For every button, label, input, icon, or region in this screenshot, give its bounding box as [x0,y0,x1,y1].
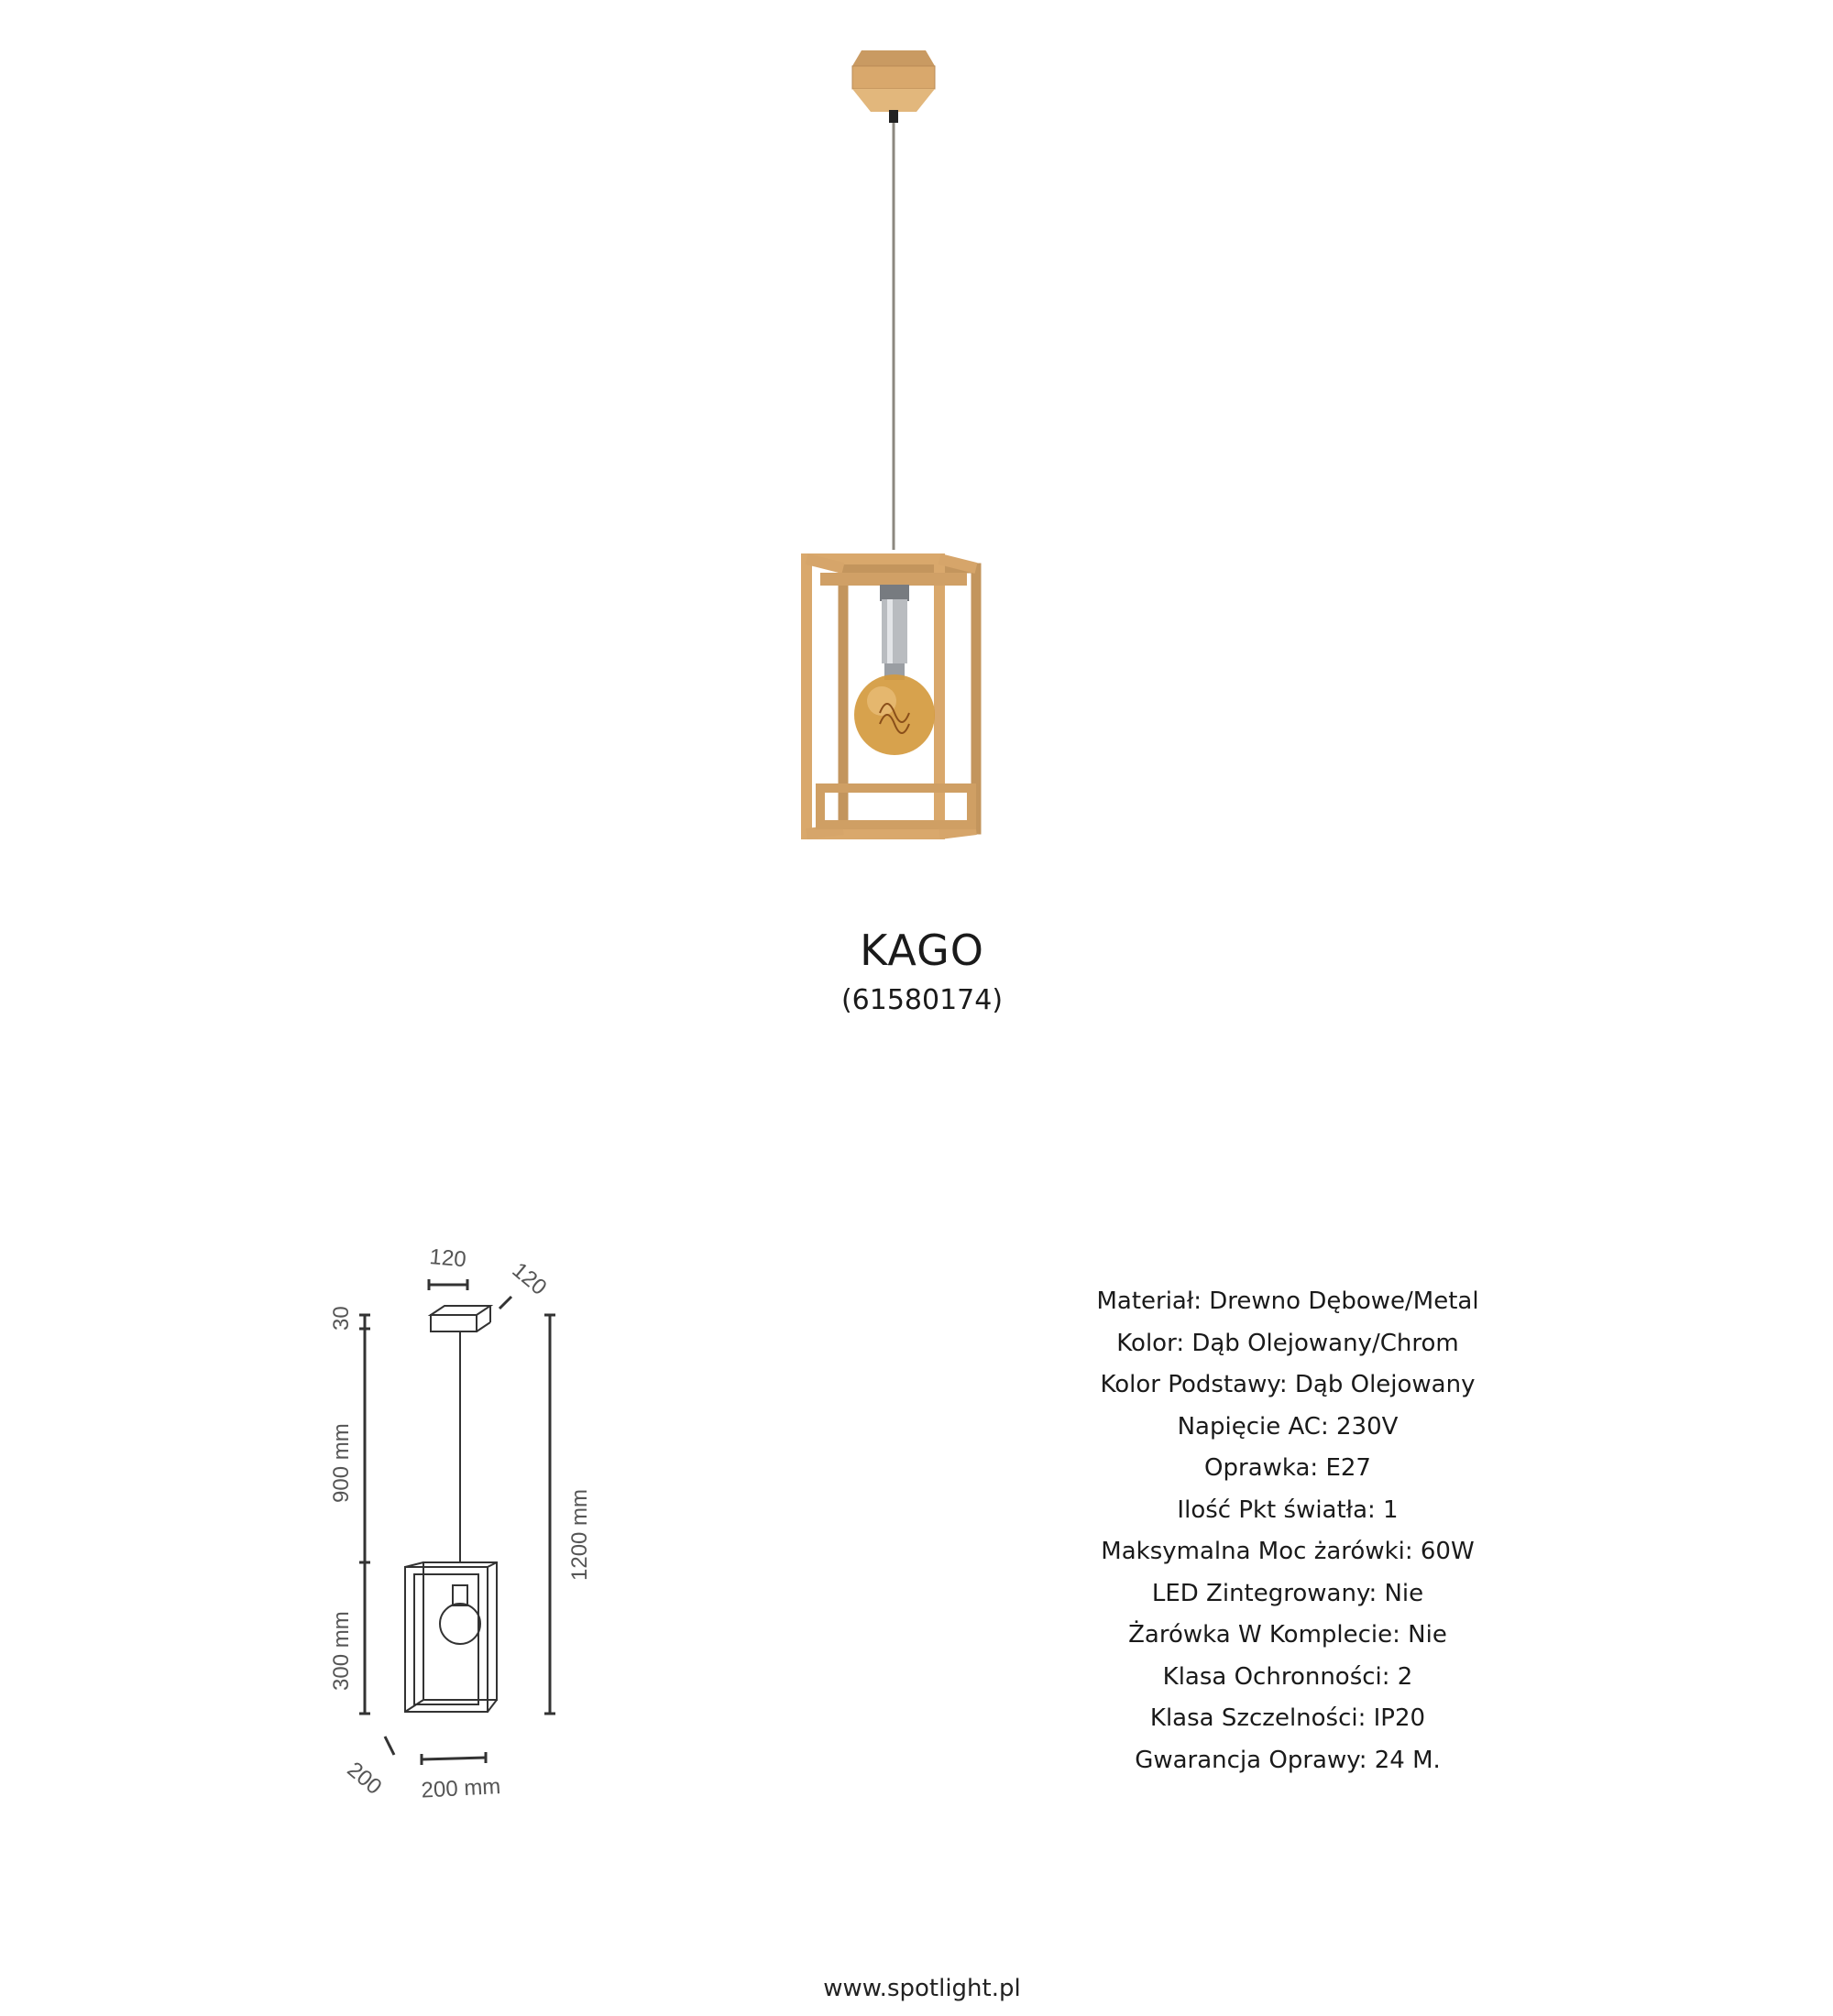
spec-warranty: Gwarancja Oprawy: 24 M. [1135,1746,1441,1774]
dim-total-height: 1200 mm [567,1488,592,1581]
dimension-drawing [321,1228,623,1805]
spec-max-power: Maksymalna Moc żarówki: 60W [1101,1538,1475,1565]
light-bulb [854,674,935,755]
spec-base-color: Kolor Podstawy: Dąb Olejowany [1100,1371,1476,1398]
dim-canopy-height: 30 [329,1306,354,1331]
spec-socket: Oprawka: E27 [1204,1454,1371,1482]
spec-bulb-included: Żarówka W Komplecie: Nie [1128,1621,1447,1649]
dim-shade-depth: 200 [342,1757,387,1800]
product-code: (61580174) [840,984,1004,1016]
spec-material: Materiał: Drewno Dębowe/Metal [1096,1287,1479,1315]
dim-shade-width: 200 mm [420,1774,501,1803]
spec-protection-class: Klasa Ochronności: 2 [1162,1662,1413,1691]
spec-light-points: Ilość Pkt światła: 1 [1177,1496,1399,1524]
footer-url[interactable]: www.spotlight.pl [823,1975,1021,2002]
spec-ip-rating: Klasa Szczelności: IP20 [1149,1704,1426,1732]
product-title-block [0,926,1833,1016]
product-photo [752,46,1026,871]
spec-voltage: Napięcie AC: 230V [1177,1412,1399,1441]
dim-shade-height: 300 mm [329,1611,354,1691]
spec-led-integrated: LED Zintegrowany: Nie [1151,1579,1424,1607]
spec-color: Kolor: Dąb Olejowany/Chrom [1116,1329,1459,1357]
dim-top-depth: 120 [507,1257,552,1300]
dim-top-width: 120 [428,1244,467,1273]
spec-list [1013,1281,1563,1781]
ceiling-canopy [852,50,935,123]
dim-cable-length: 900 mm [329,1423,354,1503]
lamp-holder [880,585,909,680]
product-name: KAGO [860,926,984,975]
